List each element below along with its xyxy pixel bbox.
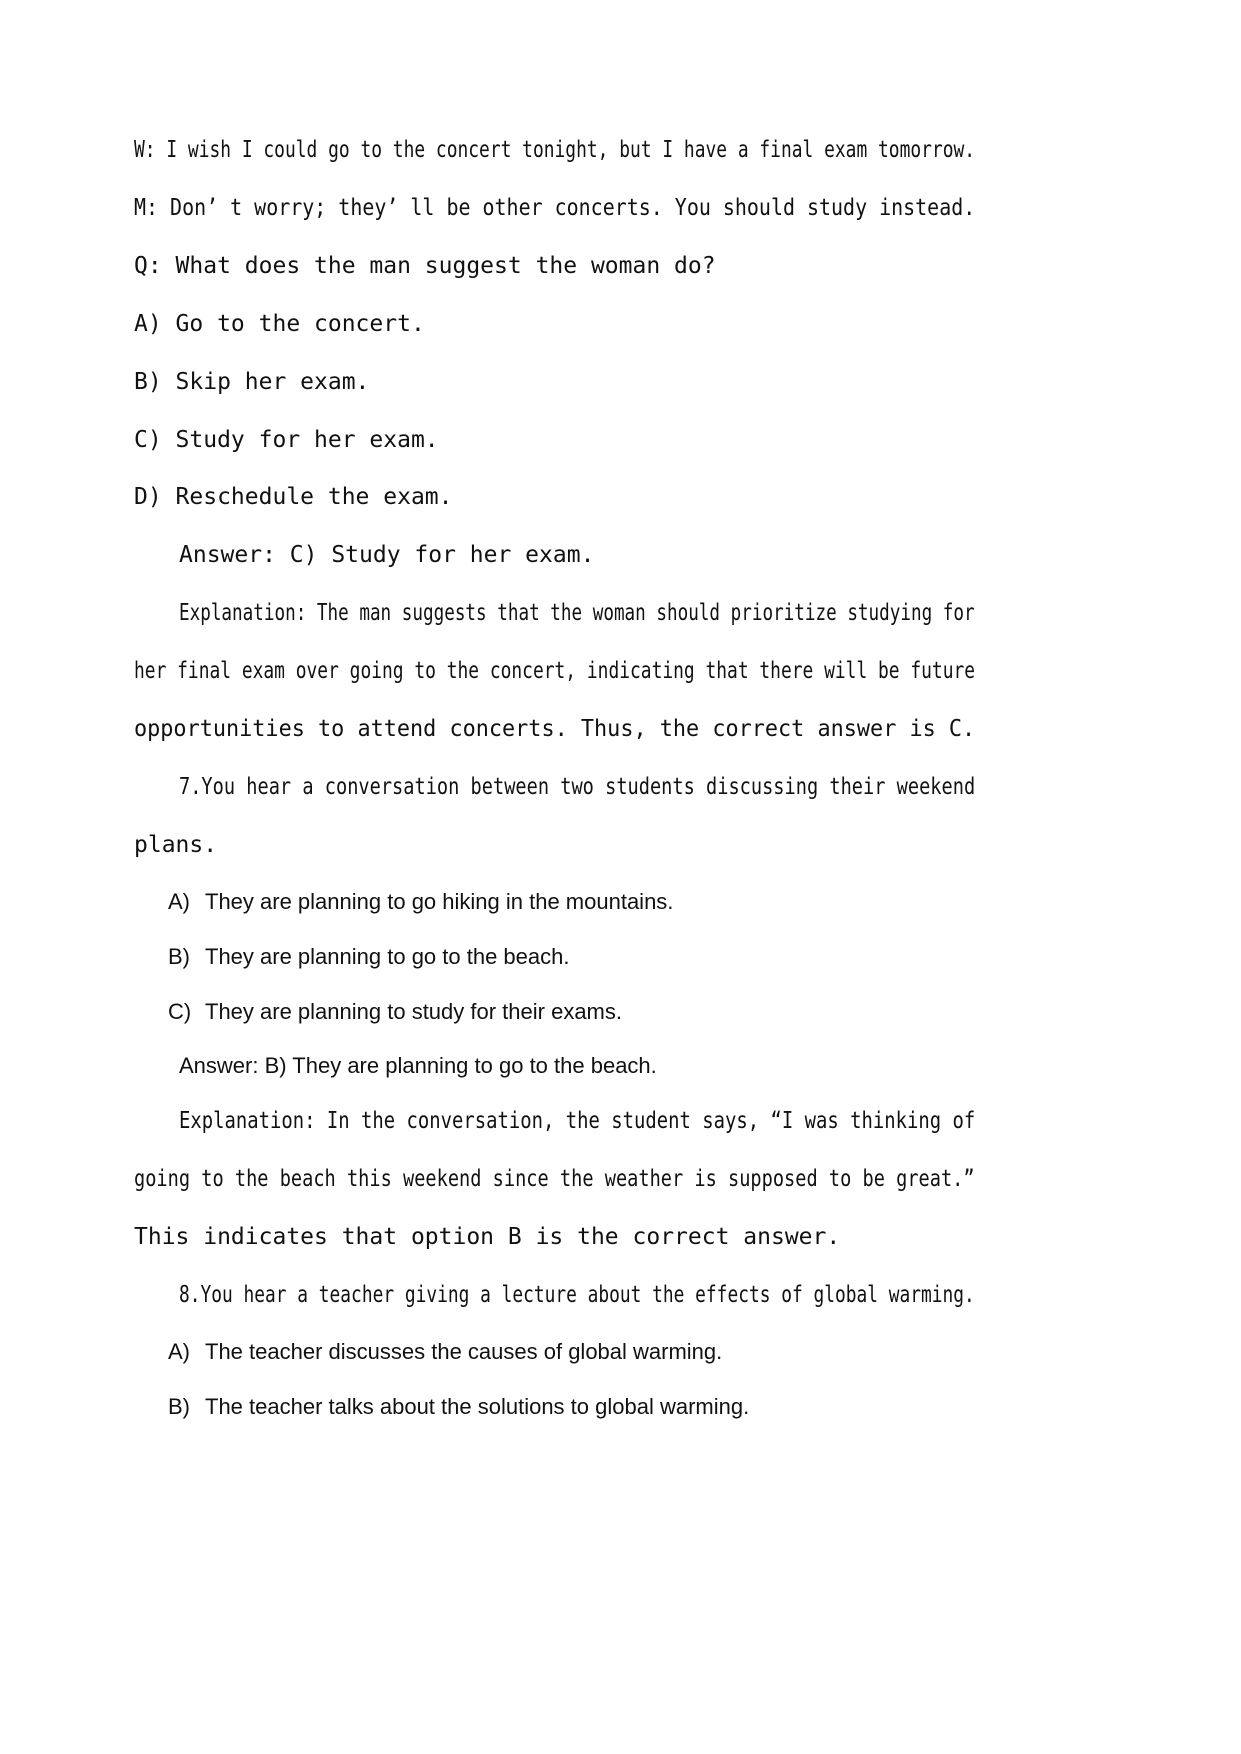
option-letter: A) <box>168 889 190 914</box>
option-text: They are planning to study for their exams. <box>205 999 622 1024</box>
option-text: The teacher talks about the solutions to global warming. <box>205 1394 750 1419</box>
q6-option-b: B) Skip her exam. <box>134 369 370 395</box>
q6-explanation-line-3: opportunities to attend concerts. Thus, the correct answer is C. <box>134 716 976 742</box>
option-text: The teacher discusses the causes of global warming. <box>205 1339 723 1364</box>
dialogue-man-line: M: Don’ t worry; they’ ll be other concerts. You should study instead. <box>134 195 976 221</box>
option-letter: A) <box>168 1339 190 1364</box>
option-text: They are planning to go hiking in the mountains. <box>205 889 674 914</box>
q6-option-c: C) Study for her exam. <box>134 427 439 453</box>
q7-prompt-line-2: plans. <box>134 832 218 858</box>
q6-explanation-line-2: her final exam over going to the concert, indicating that there will be future <box>134 658 976 684</box>
q6-explanation-line-1: Explanation: The man suggests that the woman should prioritize studying for <box>179 600 975 626</box>
option-letter: C) <box>168 999 192 1024</box>
q8-prompt-line-1: 8.You hear a teacher giving a lecture about the effects of global warming. <box>179 1282 975 1308</box>
dialogue-woman-line: W: I wish I could go to the concert tonight, but I have a final exam tomorrow. <box>134 137 976 163</box>
q7-explanation-line-1: Explanation: In the conversation, the student says, “I was thinking of <box>179 1108 976 1134</box>
q7-prompt-line-1: 7.You hear a conversation between two students discussing their weekend <box>179 774 976 800</box>
option-letter: B) <box>168 1394 190 1419</box>
q7-explanation-line-3: This indicates that option B is the correct answer. <box>134 1224 841 1250</box>
option-letter: B) <box>168 944 190 969</box>
q6-answer: Answer: C) Study for her exam. <box>179 542 595 568</box>
q7-explanation-line-2: going to the beach this weekend since the weather is supposed to be great.” <box>134 1166 975 1192</box>
dialogue-question-line: Q: What does the man suggest the woman do? <box>134 253 716 279</box>
q6-option-a: A) Go to the concert. <box>134 311 425 337</box>
option-text: They are planning to go to the beach. <box>205 944 570 969</box>
q6-option-d: D) Reschedule the exam. <box>134 484 453 510</box>
q7-answer: Answer: B) They are planning to go to the beach. <box>179 1053 657 1078</box>
